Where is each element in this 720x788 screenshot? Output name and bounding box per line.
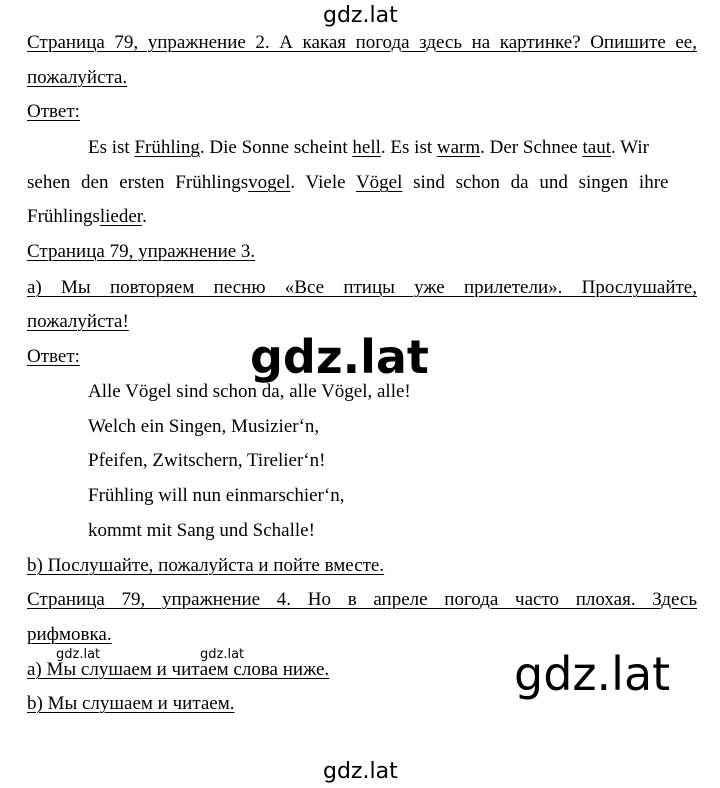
- ex2-paragraph-line2: [27, 172, 697, 194]
- ex4-task-line1: Страница 79, упражнение 4. Но в апреле погода часто плохая. Здесь: [27, 589, 697, 610]
- ex4-task-b: b) Мы слушаем и читаем.: [27, 693, 235, 714]
- text: . Der Schnee: [480, 137, 583, 158]
- ex3-task-b: b) Послушайте, пожалуйста и пойте вместе.: [27, 555, 385, 576]
- underlined-word: Vögel: [355, 172, 403, 193]
- underlined-word: Frühling: [134, 137, 200, 158]
- p1-text: [88, 137, 649, 159]
- underlined-word: warm: [436, 137, 481, 158]
- ex2-paragraph-line1: [88, 137, 697, 159]
- ex2-task-line2: пожалуйста.: [27, 67, 128, 88]
- poem-line: Welch ein Singen, Musizier‘n,: [88, 416, 320, 437]
- ex4-task-a: а) Мы слушаем и читаем слова ниже.: [27, 659, 330, 680]
- watermark-bottom: gdz.lat: [323, 759, 398, 784]
- watermark-large-right: gdz.lat: [514, 647, 671, 701]
- watermark-small-right: gdz.lat: [200, 647, 245, 662]
- poem-line: Frühling will nun einmarschier‘n,: [88, 485, 345, 506]
- poem-line: Alle Vögel sind schon da, alle Vögel, alle!: [88, 381, 411, 402]
- text: sehen den ersten Frühlings: [27, 172, 249, 193]
- text: Frühlings: [27, 206, 100, 227]
- underlined-word: hell: [352, 137, 381, 158]
- text: . Es ist: [380, 137, 437, 158]
- text: sind schon da und singen ihre: [402, 172, 669, 193]
- text: . Wir: [611, 137, 649, 158]
- ex3-task-a-line2: пожалуйста!: [27, 311, 129, 332]
- watermark-small-left: gdz.lat: [56, 647, 101, 662]
- text: . Die Sonne scheint: [199, 137, 353, 158]
- underlined-word: taut: [582, 137, 611, 158]
- text: .: [142, 206, 147, 227]
- ex3-title: Страница 79, упражнение 3.: [27, 241, 256, 262]
- ex2-answer-label: Ответ:: [27, 101, 80, 122]
- watermark-top: gdz.lat: [323, 3, 398, 28]
- ex2-paragraph-line3: [27, 206, 147, 228]
- poem-line: Pfeifen, Zwitschern, Tirelier‘n!: [88, 450, 326, 471]
- watermark-middle: gdz.lat: [250, 330, 429, 384]
- ex4-task-line2: рифмовка.: [27, 624, 112, 645]
- text: . Viele: [290, 172, 356, 193]
- ex3-answer-label: Ответ:: [27, 346, 80, 367]
- underlined-word: vogel: [248, 172, 291, 193]
- underlined-word: lieder: [99, 206, 143, 227]
- poem-line: kommt mit Sang und Schalle!: [88, 520, 315, 541]
- ex3-task-a-line1: а) Мы повторяем песню «Все птицы уже прилетели». Прослушайте,: [27, 277, 697, 298]
- ex2-task-line1: Страница 79, упражнение 2. А какая погода здесь на картинке? Опишите ее,: [27, 32, 697, 53]
- text: Es ist: [88, 137, 135, 158]
